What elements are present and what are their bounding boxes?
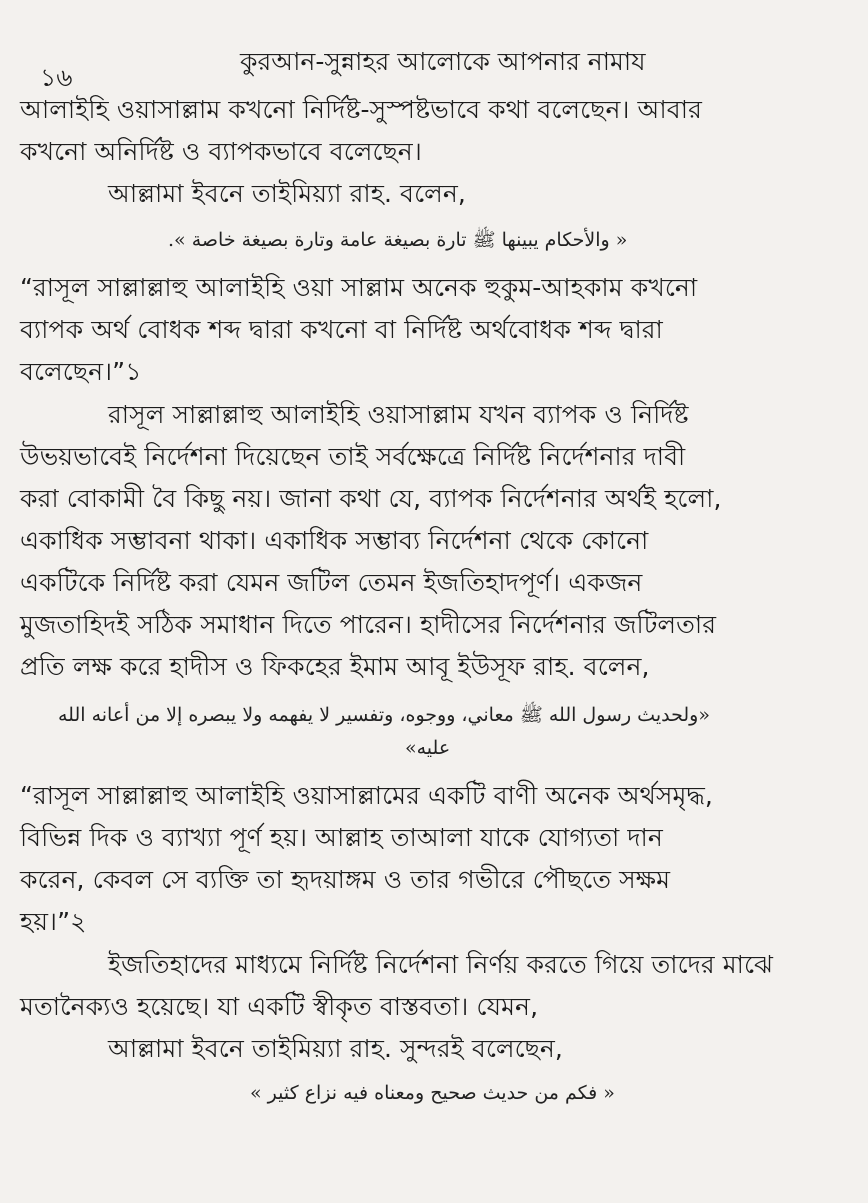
- text-line: আলাইহি ওয়াসাল্লাম কখনো নির্দিষ্ট-সুস্পষ্টভাবে কথা বলেছেন। আবার: [20, 95, 702, 124]
- text-line: উভয়ভাবেই নির্দেশনা দিয়েছেন তাই সর্বক্ষেত্রে নির্দিষ্ট নির্দেশনার দাবী: [20, 442, 686, 471]
- text-line: আল্লামা ইবনে তাইমিয়্যা রাহ. বলেন,: [108, 179, 466, 208]
- text-line: করেন, কেবল সে ব্যক্তি তা হৃদয়াঙ্গম ও তার গভীরে পৌছতে সক্ষম: [20, 865, 671, 894]
- text-line: করা বোকামী বৈ কিছু নয়। জানা কথা যে, ব্যাপক নির্দেশনার অর্থই হলো,: [20, 484, 722, 513]
- arabic-quote: « والأحكام يبينها ﷺ تارة بصيغة عامة وتارة بصيغة خاصة ».: [168, 229, 628, 251]
- text-line: ব্যাপক অর্থ বোধক শব্দ দ্বারা কখনো বা নির্দিষ্ট অর্থবোধক শব্দ দ্বারা: [20, 315, 663, 344]
- text-line: ইজতিহাদের মাধ্যমে নির্দিষ্ট নির্দেশনা নির্ণয় করতে গিয়ে তাদের মাঝে: [108, 950, 774, 979]
- text-line: একটিকে নির্দিষ্ট করা যেমন জটিল তেমন ইজতিহাদপূর্ণ। একজন: [20, 568, 643, 597]
- arabic-quote: « فكم من حديث صحيح ومعناه فيه نزاع كثير »: [250, 1082, 615, 1104]
- arabic-quote: عليه»: [405, 737, 451, 759]
- text-line: আল্লামা ইবনে তাইমিয়্যা রাহ. সুন্দরই বলেছেন,: [108, 1034, 563, 1063]
- text-line: মতানৈক্যও হয়েছে। যা একটি স্বীকৃত বাস্তবতা। যেমন,: [20, 992, 539, 1021]
- text-line: হয়।”২: [20, 907, 87, 936]
- text-line: রাসূল সাল্লাল্লাহু আলাইহি ওয়াসাল্লাম যখন ব্যাপক ও নির্দিষ্ট: [108, 400, 689, 429]
- text-line: একাধিক সম্ভাবনা থাকা। একাধিক সম্ভাব্য নির্দেশনা থেকে কোনো: [20, 526, 649, 555]
- page-number: ১৬: [40, 63, 73, 92]
- text-line: “রাসূল সাল্লাল্লাহু আলাইহি ওয়াসাল্লামের একটি বাণী অনেক অর্থসমৃদ্ধ,: [20, 781, 713, 810]
- text-line: বলেছেন।”১: [20, 357, 142, 386]
- running-title: কুরআন-সুন্নাহর আলোকে আপনার নামায: [240, 47, 646, 76]
- text-line: প্রতি লক্ষ করে হাদীস ও ফিকহের ইমাম আবূ ইউসূফ রাহ. বলেন,: [20, 652, 650, 681]
- text-line: বিভিন্ন দিক ও ব্যাখ্যা পূর্ণ হয়। আল্লাহ তাআলা যাকে যোগ্যতা দান: [20, 823, 663, 852]
- text-line: মুজতাহিদই সঠিক সমাধান দিতে পারেন। হাদীসের নির্দেশনার জটিলতার: [20, 610, 717, 639]
- text-line: “রাসূল সাল্লাল্লাহু আলাইহি ওয়া সাল্লাম অনেক হুকুম-আহকাম কখনো: [20, 273, 698, 302]
- arabic-quote: «ولحديث رسول الله ﷺ معاني، ووجوه، وتفسير لا يفهمه ولا يبصره إلا من أعانه الله: [58, 704, 710, 726]
- text-line: কখনো অনির্দিষ্ট ও ব্যাপকভাবে বলেছেন।: [20, 137, 422, 166]
